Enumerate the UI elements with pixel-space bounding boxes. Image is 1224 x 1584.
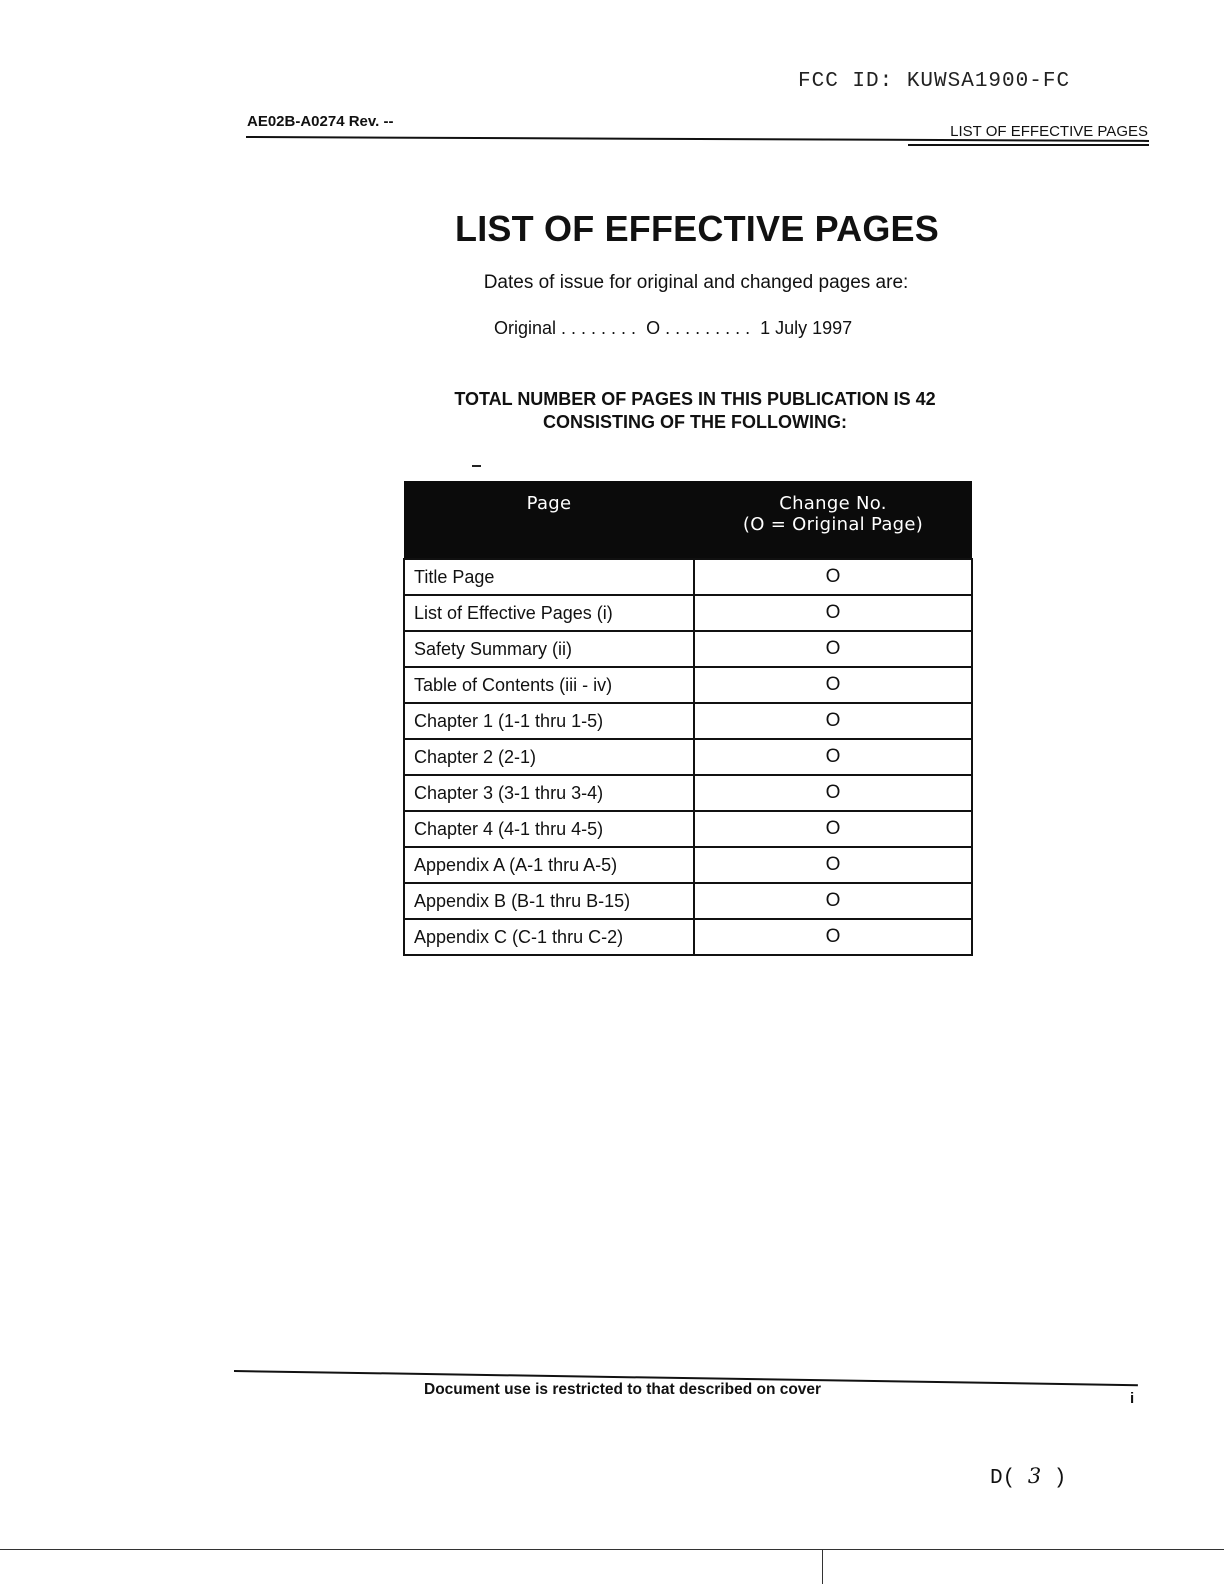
table-row — [404, 775, 972, 811]
change-cell: O — [694, 703, 972, 739]
change-cell: O — [694, 811, 972, 847]
scan-edge-line — [0, 1549, 1224, 1550]
page-cell: List of Effective Pages (i) — [404, 595, 694, 631]
stamp-prefix: D( — [990, 1467, 1028, 1490]
page-cell: Appendix A (A-1 thru A-5) — [404, 847, 694, 883]
table-row — [404, 739, 972, 775]
dates-intro: Dates of issue for original and changed pages are: — [483, 272, 909, 293]
change-column-header — [694, 481, 972, 559]
stray-mark — [472, 465, 481, 467]
change-cell: O — [694, 775, 972, 811]
change-cell: O — [694, 847, 972, 883]
running-header-title: LIST OF EFFECTIVE PAGES — [950, 123, 1148, 140]
scan-edge-mark — [822, 1549, 823, 1584]
change-cell: O — [694, 631, 972, 667]
table-row — [404, 883, 972, 919]
page-cell: Title Page — [404, 559, 694, 595]
fcc-id: FCC ID: KUWSA1900-FC — [798, 70, 1071, 93]
table-row — [404, 667, 972, 703]
document-number: AE02B-A0274 Rev. -- — [247, 113, 394, 130]
total-pages-line: TOTAL NUMBER OF PAGES IN THIS PUBLICATION IS 42 — [454, 389, 936, 409]
stamp-suffix: ) — [1041, 1467, 1067, 1490]
handwritten-stamp — [990, 1464, 1066, 1490]
page-cell: Chapter 1 (1-1 thru 1-5) — [404, 703, 694, 739]
table-header-row — [404, 481, 972, 559]
table-row — [404, 811, 972, 847]
header-rule-underline — [908, 144, 1149, 146]
issue-date: 1 July 1997 — [760, 318, 853, 338]
leader-dots: . . . . . . . . . — [660, 318, 761, 338]
change-header-line-2: (O = Original Page) — [742, 514, 924, 535]
change-cell: O — [694, 919, 972, 955]
total-pages-statement — [0, 388, 1224, 434]
change-header-line-1: Change No. — [779, 493, 887, 514]
change-cell: O — [694, 883, 972, 919]
change-cell: O — [694, 667, 972, 703]
page-cell: Appendix C (C-1 thru C-2) — [404, 919, 694, 955]
change-cell: O — [694, 739, 972, 775]
change-cell: O — [694, 559, 972, 595]
table-row — [404, 631, 972, 667]
page-number: i — [1130, 1390, 1135, 1407]
table-row — [404, 595, 972, 631]
original-issue-line — [494, 318, 852, 339]
footer-restriction: Document use is restricted to that described on cover — [424, 1381, 822, 1398]
change-code: O — [646, 318, 661, 338]
effective-pages-table — [403, 481, 973, 956]
page-cell: Chapter 3 (3-1 thru 3-4) — [404, 775, 694, 811]
page-cell: Appendix B (B-1 thru B-15) — [404, 883, 694, 919]
page-title: LIST OF EFFECTIVE PAGES — [455, 208, 939, 249]
page-column-header: Page — [404, 481, 694, 559]
page-cell: Chapter 4 (4-1 thru 4-5) — [404, 811, 694, 847]
page-cell: Safety Summary (ii) — [404, 631, 694, 667]
change-cell: O — [694, 595, 972, 631]
page-cell: Chapter 2 (2-1) — [404, 739, 694, 775]
table-row — [404, 703, 972, 739]
page-cell: Table of Contents (iii - iv) — [404, 667, 694, 703]
leader-dots: . . . . . . . . — [556, 318, 647, 338]
table-row — [404, 919, 972, 955]
consisting-line: CONSISTING OF THE FOLLOWING: — [543, 412, 847, 432]
table-row — [404, 847, 972, 883]
table-row — [404, 559, 972, 595]
stamp-number: 3 — [1027, 1464, 1042, 1488]
original-label: Original — [494, 318, 557, 338]
